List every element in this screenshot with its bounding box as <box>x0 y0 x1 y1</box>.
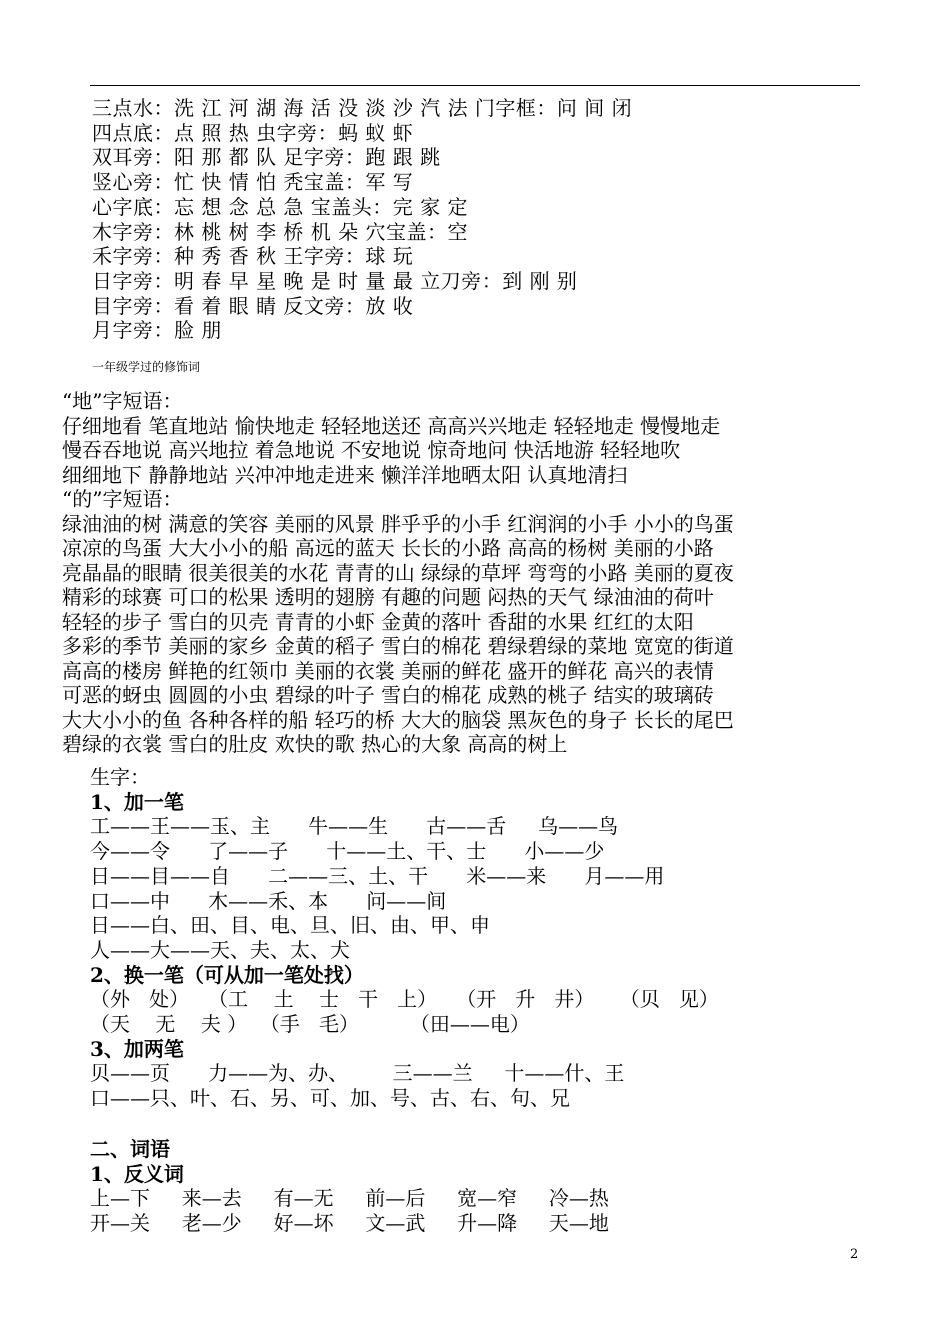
phrase-line: 仔细地看 笔直地站 愉快地走 轻轻地送还 高高兴兴地走 轻轻地走 慢慢地走 <box>62 413 721 438</box>
phrase-line: 高高的楼房 鲜艳的红领巾 美丽的衣裳 美丽的鲜花 盛开的鲜花 高兴的表情 <box>62 658 714 683</box>
phrase-line: 多彩的季节 美丽的家乡 金黄的稻子 雪白的棉花 碧绿碧绿的菜地 宽宽的街道 <box>62 634 734 658</box>
phrase-line: 凉凉的鸟蛋 大大小小的船 高远的蓝天 长长的小路 高高的杨树 美丽的小路 <box>62 536 714 560</box>
modifier-words-heading: 一年级学过的修饰词 <box>92 360 201 374</box>
radicals-list <box>92 96 632 343</box>
de-phrase-heading: “地”字短语： <box>62 389 183 413</box>
char-line: 今——令 了——子 十——土、干、士 小——少 <box>90 839 605 864</box>
phrase-line: 绿油油的树 满意的笑容 美丽的风景 胖乎乎的小手 红润润的小手 小小的鸟蛋 <box>62 511 734 536</box>
phrases-section <box>62 389 734 757</box>
phrase-line: 细细地下 静静地站 兴冲冲地走进来 懒洋洋地晒太阳 认真地清扫 <box>62 462 628 487</box>
char-line: 工——王——玉、主 牛——生 古——舌 乌——鸟 <box>90 814 619 839</box>
char-line: 口——只、叶、石、另、可、加、号、古、右、句、兄 <box>90 1086 570 1111</box>
characters-title: 生字： <box>90 765 150 789</box>
phrase-line: 可恶的蚜虫 圆圆的小虫 碧绿的叶子 雪白的棉花 成熟的桃子 结实的玻璃砖 <box>62 683 714 707</box>
words-section-heading: 二、词语 <box>90 1137 170 1161</box>
radical-line: 木字旁：林 桃 树 李 桥 机 朵 穴宝盖：空 <box>92 219 469 244</box>
change-one-stroke-heading: 2、换一笔（可从加一笔处找） <box>90 962 364 987</box>
words-section <box>90 1137 609 1236</box>
radical-line: 目字旁：看 着 眼 睛 反文旁：放 收 <box>92 293 414 318</box>
phrase-line: 精彩的球赛 可口的松果 透明的翅膀 有趣的问题 闷热的天气 绿油油的荷叶 <box>62 585 714 609</box>
radical-line: 三点水：洗 江 河 湖 海 活 没 淡 沙 汽 法 门字框：问 间 闭 <box>92 96 633 120</box>
radical-line: 月字旁：脸 朋 <box>92 318 222 343</box>
radical-line: 日字旁：明 春 早 星 晚 是 时 量 最 立刀旁：到 刚 别 <box>92 268 578 293</box>
char-line: （外 处） （工 土 士 干 上） （开 升 井） （贝 见） <box>90 987 719 1012</box>
phrase-line: 亮晶晶的眼睛 很美很美的水花 青青的山 绿绿的草坪 弯弯的小路 美丽的夏夜 <box>62 560 734 585</box>
char-line: 日——白、田、目、电、旦、旧、由、甲、申 <box>90 913 490 938</box>
radical-line: 竖心旁：忙 快 情 怕 秃宝盖：军 写 <box>92 170 414 195</box>
page-number: 2 <box>850 1247 859 1262</box>
char-line: 贝——页 力——为、办、 三——兰 十——什、王 <box>90 1061 625 1086</box>
phrase-line: 大大小小的鱼 各种各样的船 轻巧的桥 大大的脑袋 黑灰色的身子 长长的尾巴 <box>62 707 734 732</box>
radical-line: 四点底：点 照 热 虫字旁：蚂 蚁 虾 <box>92 120 414 145</box>
phrase-line: 碧绿的衣裳 雪白的肚皮 欢快的歌 热心的大象 高高的树上 <box>62 732 568 756</box>
header-rule <box>90 85 860 86</box>
phrase-line: 慢吞吞地说 高兴地拉 着急地说 不安地说 惊奇地问 快活地游 轻轻地吹 <box>62 438 681 462</box>
radical-line: 禾字旁：种 秀 香 秋 王字旁：球 玩 <box>92 244 414 269</box>
phrase-line: 轻轻的步子 雪白的贝壳 青青的小虾 金黄的落叶 香甜的水果 红红的太阳 <box>62 609 694 634</box>
antonym-line: 上—下 来—去 有—无 前—后 宽—窄 冷—热 <box>90 1186 609 1211</box>
char-line: （天 无 夫 ） （手 毛） （田——电） <box>90 1012 530 1037</box>
char-line: 日——目——自 二——三、土、干 米——来 月——用 <box>90 863 665 888</box>
add-two-strokes-heading: 3、加两笔 <box>90 1036 184 1061</box>
de-phrase-heading-2: “的”字短语： <box>62 487 183 511</box>
add-one-stroke-heading: 1、加一笔 <box>90 789 184 814</box>
characters-section <box>90 765 719 1111</box>
char-line: 口——中 木——禾、本 问——间 <box>90 888 447 913</box>
radical-line: 双耳旁：阳 那 都 队 足字旁：跑 跟 跳 <box>92 145 441 170</box>
antonym-heading: 1、反义词 <box>90 1161 184 1186</box>
char-line: 人——大——天、夫、太、犬 <box>90 937 350 962</box>
radical-line: 心字底：忘 想 念 总 急 宝盖头：完 家 定 <box>92 194 469 219</box>
antonym-line: 开—关 老—少 好—坏 文—武 升—降 天—地 <box>90 1211 609 1236</box>
